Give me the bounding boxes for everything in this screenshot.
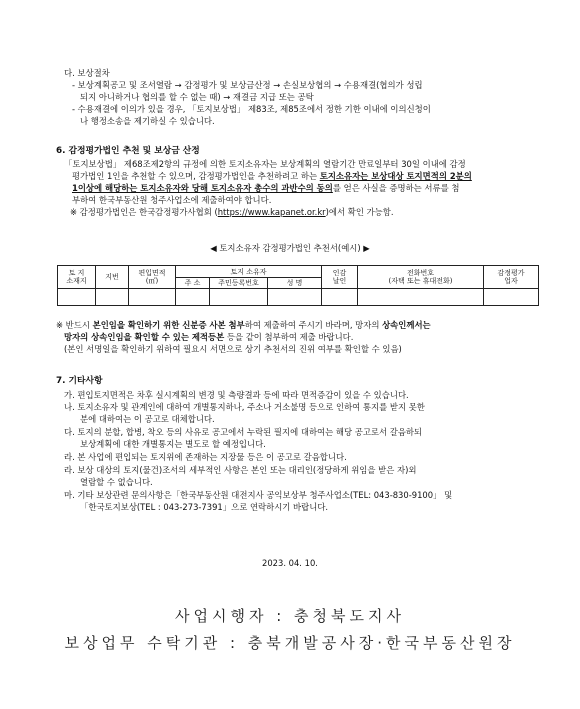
notice-date: 2023. 04. 10.: [262, 558, 318, 568]
header-rrn: 주민등록번호: [210, 278, 268, 289]
empty-cell: [358, 289, 484, 306]
table-row: [58, 289, 539, 306]
empty-cell: [268, 289, 322, 306]
project-operator-signature: 사업시행자 : 충청북도지사: [175, 607, 405, 625]
recommendation-form-table: [57, 265, 539, 306]
form-title: ◀ 토지소유자 감정평가법인 추천서(예시) ▶: [210, 243, 370, 253]
section-7-item: 「한국토지보상(TEL : 043-273-7391」으로 연락하시기 바랍니다.: [80, 502, 329, 512]
section-7-item: 라. 본 사업에 편입되는 토지위에 존재하는 지장물 등은 이 공고로 갈음합니다.: [64, 452, 347, 462]
section-da-line: 나 행정소송을 제기하실 수 있습니다.: [80, 116, 215, 126]
warning-line: ※ 반드시 본인임을 확인하기 위한 신분증 사본 첨부하여 제출하여 주시기 바라며, 망자의 상속인께서는: [56, 320, 431, 330]
header-address: 주 소: [176, 278, 210, 289]
warning-line: (본인 서명일을 확인하기 위하여 필요시 서면으로 상기 추천서의 진위 여부를 확인할 수 있음): [64, 344, 402, 354]
kapanet-link[interactable]: https://www.kapanet.or.kr: [217, 207, 326, 217]
empty-cell: [210, 289, 268, 306]
underlined-emphasis: 토지소유자는 보상대상 토지면적의 2분의: [319, 171, 472, 181]
section-7-heading: 7. 기타사항: [56, 376, 103, 386]
header-appraiser: 감정평가 업자: [484, 266, 539, 289]
empty-cell: [484, 289, 539, 306]
section-6-heading: 6. 감정평가법인 추천 및 보상금 산정: [56, 146, 200, 156]
empty-cell: [96, 289, 129, 306]
section-6-paragraph: 1이상에 해당하는 토지소유자와 당해 토지소유자 총수의 과반수의 동의를 얻은 사실을 증명하는 서류를 첨: [72, 183, 460, 193]
section-7-item: 다. 토지의 분할, 합병, 착오 등의 사유로 공고에서 누락된 필지에 대하여는 해당 공고로서 갈음하되: [64, 427, 423, 437]
empty-cell: [129, 289, 176, 306]
section-da-line: 되지 아니하거나 협의를 할 수 없는 때) → 재결금 지급 또는 공탁: [80, 92, 314, 102]
empty-cell: [58, 289, 96, 306]
section-6-paragraph: 부하여 한국부동산원 청주사업소에 제출하여야 합니다.: [72, 195, 272, 205]
section-7-item: 가. 편입토지면적은 차후 실시계획의 변경 및 측량결과 등에 따라 면적증감이 있을 수 있습니다.: [64, 390, 409, 400]
header-phone: 전화번호 (자택 또는 휴대전화): [358, 266, 484, 289]
section-da-line: - 보상계획공고 및 조서열람 → 감정평가 및 보상금산정 → 손실보상협의 → 수용재결(협의가 성립: [72, 80, 423, 90]
section-6-note: ※ 감정평가법인은 한국감정평가사협회 (https://www.kapanet.or.kr)에서 확인 가능함.: [70, 207, 394, 217]
section-7-item: 분에 대하여는 이 공고로 대체합니다.: [80, 414, 215, 424]
section-6-paragraph: 「토지보상법」 제68조제2항의 규정에 의한 토지소유자는 보상계획의 열람기간 만료일부터 30일 이내에 감정: [64, 159, 466, 169]
section-da-line: - 수용재결에 이의가 있을 경우, 「토지보상법」 제83조, 제85조에서 정한 기한 이내에 이의신청이: [72, 104, 431, 114]
section-6-paragraph: 평가법인 1인을 추천할 수 있으며, 감정평가법인을 추천하려고 하는 토지소유자는 보상대상 토지면적의 2분의: [72, 171, 472, 181]
section-7-item: 열람할 수 없습니다.: [80, 477, 153, 487]
header-location: 토 지 소재지: [58, 266, 96, 289]
warning-line: 망자의 상속인임을 확인할 수 있는 제적등본 등을 같이 첨부하여 제출 바랍니다.: [64, 332, 354, 342]
header-seal: 인감 날인: [322, 266, 358, 289]
section-7-item: 라. 보상 대상의 토지(물건)조서의 세부적인 사항은 본인 또는 대리인(정당하게 위임을 받은 자)외: [64, 465, 417, 475]
empty-cell: [176, 289, 210, 306]
header-name: 성 명: [268, 278, 322, 289]
section-7-item: 마. 기타 보상관련 문의사항은「한국부동산원 대전지사 공익보상부 청주사업소(TEL: 043-830-9100」 및: [64, 490, 453, 500]
compensation-agency-signature: 보상업무 수탁기관 : 충북개발공사장·한국부동산원장: [64, 634, 516, 652]
empty-cell: [322, 289, 358, 306]
header-area: 편입면적 (㎡): [129, 266, 176, 289]
section-da-heading: 다. 보상절차: [64, 68, 110, 78]
section-7-item: 보상계획에 대한 개별통지는 별도로 할 예정입니다.: [80, 439, 266, 449]
header-owner: 토지 소유자: [176, 266, 322, 278]
header-lot-number: 지번: [96, 266, 129, 289]
section-7-item: 나. 토지소유자 및 관계인에 대하여 개별통지하나, 주소나 거소불명 등으로 인하여 통지를 받지 못한: [64, 402, 425, 412]
underlined-emphasis: 1이상에 해당하는 토지소유자와 당해 토지소유자 총수의 과반수의 동의: [72, 183, 333, 193]
